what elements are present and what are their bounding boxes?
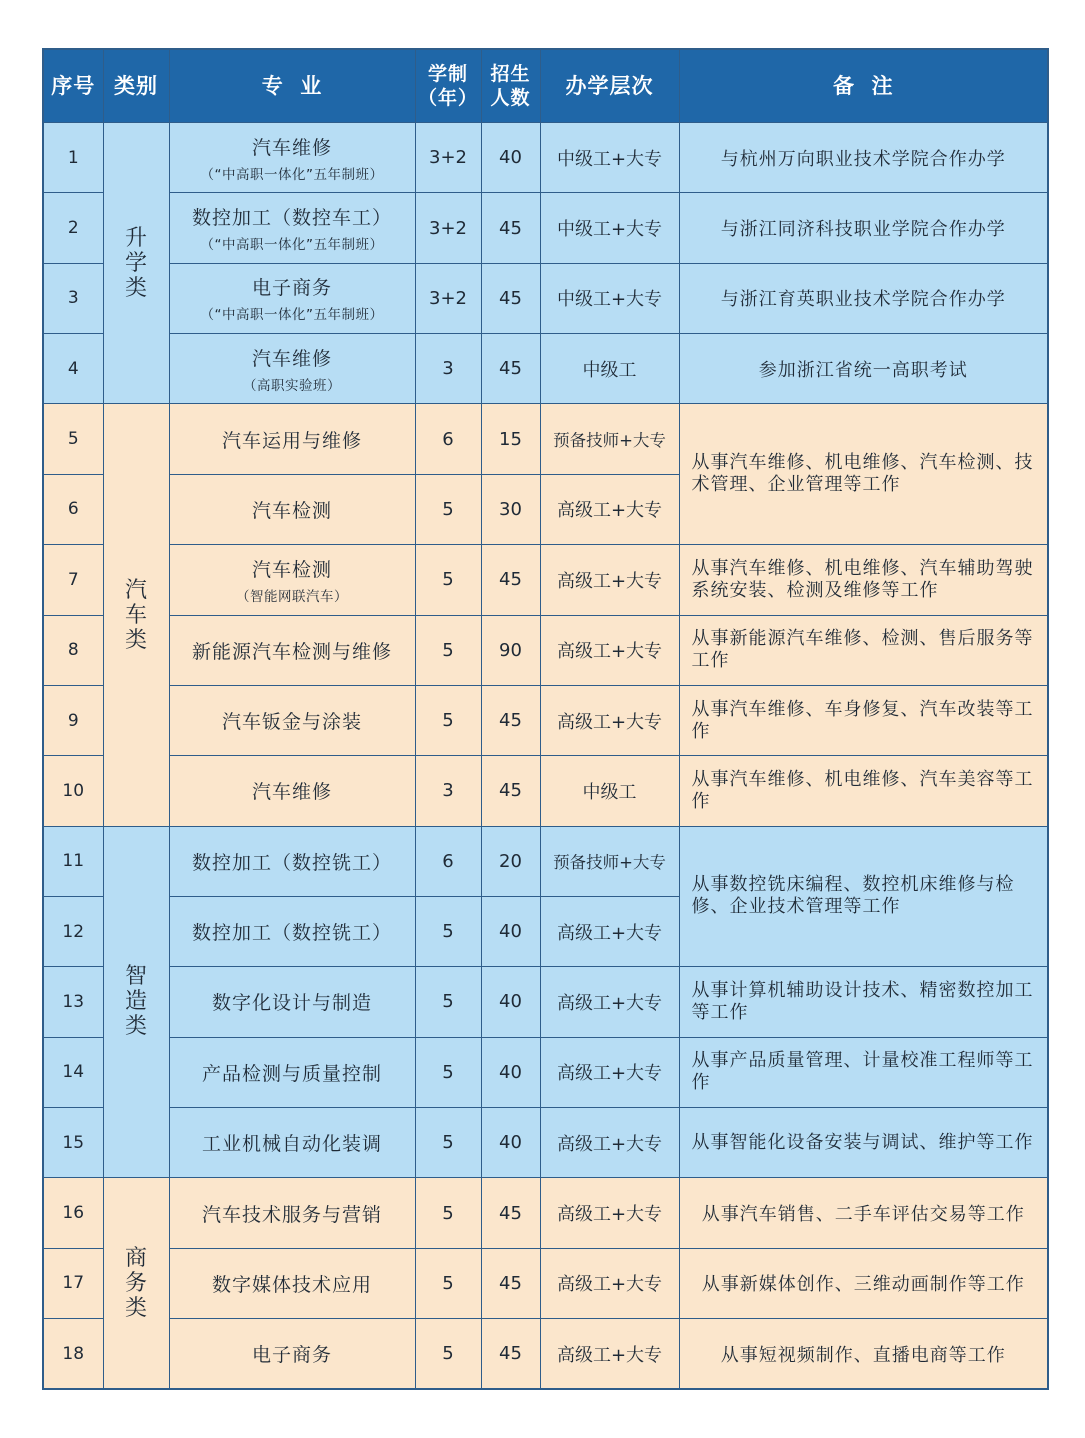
enroll-cell: 45 xyxy=(481,193,540,263)
major-cell xyxy=(169,896,415,966)
level-cell: 高级工+大专 xyxy=(540,1108,679,1178)
row-index: 5 xyxy=(43,404,103,474)
major-name: 新能源汽车检测与维修 xyxy=(191,640,392,663)
note-cell: 从事智能化设备安装与调试、维护等工作 xyxy=(679,1108,1048,1178)
table-row xyxy=(43,545,1048,615)
table-row xyxy=(43,1248,1048,1318)
table-body xyxy=(43,123,1048,1390)
enroll-cell: 40 xyxy=(481,1037,540,1107)
major-name: 产品检测与质量控制 xyxy=(201,1062,382,1085)
category-cell xyxy=(103,123,169,404)
level-cell: 预备技师+大专 xyxy=(540,826,679,896)
major-sub: （智能网联汽车） xyxy=(236,588,348,605)
enroll-cell: 30 xyxy=(481,474,540,544)
row-index: 13 xyxy=(43,967,103,1037)
level-cell: 高级工+大专 xyxy=(540,615,679,685)
table-row xyxy=(43,1178,1048,1248)
duration-cell: 5 xyxy=(415,1319,481,1389)
table-row xyxy=(43,615,1048,685)
category-label: 智造类 xyxy=(124,964,147,1040)
major-name: 数字化设计与制造 xyxy=(211,992,372,1015)
note-cell: 从事汽车维修、机电维修、汽车辅助驾驶系统安装、检测及维修等工作 xyxy=(679,545,1048,615)
duration-cell: 5 xyxy=(415,1108,481,1178)
major-cell xyxy=(169,685,415,755)
enroll-cell: 45 xyxy=(481,545,540,615)
header-index: 序号 xyxy=(43,49,103,123)
major-cell xyxy=(169,1178,415,1248)
level-cell: 中级工+大专 xyxy=(540,193,679,263)
table-row xyxy=(43,334,1048,404)
note-cell: 参加浙江省统一高职考试 xyxy=(679,334,1048,404)
level-cell: 中级工+大专 xyxy=(540,123,679,193)
major-name: 汽车钣金与涂装 xyxy=(221,711,362,734)
enroll-cell: 90 xyxy=(481,615,540,685)
category-label: 商务类 xyxy=(124,1245,147,1321)
major-name: 汽车技术服务与营销 xyxy=(201,1203,382,1226)
note-cell: 从事短视频制作、直播电商等工作 xyxy=(679,1319,1048,1389)
enroll-cell: 40 xyxy=(481,967,540,1037)
level-cell: 高级工+大专 xyxy=(540,685,679,755)
major-name: 汽车检测 xyxy=(251,558,332,581)
header-duration-line1: 学制 xyxy=(427,63,468,85)
major-cell xyxy=(169,756,415,826)
row-index: 16 xyxy=(43,1178,103,1248)
major-cell xyxy=(169,615,415,685)
row-index: 2 xyxy=(43,193,103,263)
table-row xyxy=(43,1319,1048,1389)
row-index: 4 xyxy=(43,334,103,404)
table-row xyxy=(43,967,1048,1037)
row-index: 11 xyxy=(43,826,103,896)
level-cell: 高级工+大专 xyxy=(540,1248,679,1318)
table-row xyxy=(43,193,1048,263)
row-index: 6 xyxy=(43,474,103,544)
header-major: 专 业 xyxy=(169,49,415,123)
duration-cell: 5 xyxy=(415,545,481,615)
row-index: 14 xyxy=(43,1037,103,1107)
table-row xyxy=(43,1108,1048,1178)
category-label: 汽车类 xyxy=(124,577,147,653)
header-duration-line2: （年） xyxy=(417,87,478,109)
enroll-cell: 40 xyxy=(481,896,540,966)
enroll-cell: 45 xyxy=(481,263,540,333)
major-cell xyxy=(169,1108,415,1178)
table-row xyxy=(43,123,1048,193)
level-cell: 高级工+大专 xyxy=(540,1178,679,1248)
major-name: 数控加工（数控铣工） xyxy=(191,922,392,945)
row-index: 8 xyxy=(43,615,103,685)
note-cell: 从事计算机辅助设计技术、精密数控加工等工作 xyxy=(679,967,1048,1037)
note-cell: 从事汽车销售、二手车评估交易等工作 xyxy=(679,1178,1048,1248)
major-name: 汽车检测 xyxy=(251,499,332,522)
note-cell: 从事新媒体创作、三维动画制作等工作 xyxy=(679,1248,1048,1318)
major-cell xyxy=(169,1319,415,1389)
enroll-cell: 15 xyxy=(481,404,540,474)
row-index: 18 xyxy=(43,1319,103,1389)
duration-cell: 3+2 xyxy=(415,123,481,193)
note-cell: 从事产品质量管理、计量校准工程师等工作 xyxy=(679,1037,1048,1107)
major-cell xyxy=(169,1248,415,1318)
enroll-cell: 45 xyxy=(481,756,540,826)
header-duration xyxy=(415,49,481,123)
level-cell: 高级工+大专 xyxy=(540,474,679,544)
major-name: 工业机械自动化装调 xyxy=(201,1133,382,1156)
major-name: 电子商务 xyxy=(251,277,332,300)
major-name: 汽车维修 xyxy=(251,347,332,370)
level-cell: 中级工 xyxy=(540,756,679,826)
major-cell xyxy=(169,967,415,1037)
major-cell xyxy=(169,404,415,474)
row-index: 17 xyxy=(43,1248,103,1318)
row-index: 3 xyxy=(43,263,103,333)
duration-cell: 3 xyxy=(415,334,481,404)
level-cell: 高级工+大专 xyxy=(540,967,679,1037)
major-sub: （“中高职一体化”五年制班） xyxy=(200,237,384,254)
table-row xyxy=(43,756,1048,826)
major-name: 数控加工（数控铣工） xyxy=(191,851,392,874)
major-name: 数控加工（数控车工） xyxy=(191,207,392,230)
row-index: 1 xyxy=(43,123,103,193)
level-cell: 中级工 xyxy=(540,334,679,404)
category-cell xyxy=(103,404,169,826)
duration-cell: 3+2 xyxy=(415,193,481,263)
duration-cell: 6 xyxy=(415,404,481,474)
row-index: 9 xyxy=(43,685,103,755)
major-cell xyxy=(169,193,415,263)
level-cell: 高级工+大专 xyxy=(540,1319,679,1389)
note-cell: 从事数控铣床编程、数控机床维修与检修、企业技术管理等工作 xyxy=(679,826,1048,967)
major-cell xyxy=(169,826,415,896)
major-name: 电子商务 xyxy=(251,1344,332,1367)
row-index: 10 xyxy=(43,756,103,826)
header-note: 备 注 xyxy=(679,49,1048,123)
table-row xyxy=(43,1037,1048,1107)
row-index: 15 xyxy=(43,1108,103,1178)
enroll-cell: 45 xyxy=(481,1248,540,1318)
category-cell xyxy=(103,1178,169,1389)
enroll-cell: 40 xyxy=(481,1108,540,1178)
enroll-cell: 45 xyxy=(481,1319,540,1389)
category-label: 升学类 xyxy=(124,225,147,301)
major-sub: （“中高职一体化”五年制班） xyxy=(200,166,384,183)
duration-cell: 3+2 xyxy=(415,263,481,333)
note-cell: 与杭州万向职业技术学院合作办学 xyxy=(679,123,1048,193)
table-row xyxy=(43,685,1048,755)
enroll-cell: 45 xyxy=(481,685,540,755)
duration-cell: 5 xyxy=(415,615,481,685)
table-row xyxy=(43,263,1048,333)
enroll-cell: 40 xyxy=(481,123,540,193)
duration-cell: 5 xyxy=(415,1248,481,1318)
duration-cell: 5 xyxy=(415,896,481,966)
duration-cell: 5 xyxy=(415,967,481,1037)
enroll-cell: 45 xyxy=(481,334,540,404)
enroll-cell: 45 xyxy=(481,1178,540,1248)
duration-cell: 5 xyxy=(415,474,481,544)
category-cell xyxy=(103,826,169,1178)
major-sub: （高职实验班） xyxy=(243,377,341,394)
row-index: 7 xyxy=(43,545,103,615)
duration-cell: 5 xyxy=(415,1178,481,1248)
note-cell: 从事汽车维修、机电维修、汽车美容等工作 xyxy=(679,756,1048,826)
header-enroll xyxy=(481,49,540,123)
note-cell: 从事汽车维修、机电维修、汽车检测、技术管理、企业管理等工作 xyxy=(679,404,1048,545)
major-sub: （“中高职一体化”五年制班） xyxy=(200,307,384,324)
major-cell xyxy=(169,263,415,333)
note-cell: 从事汽车维修、车身修复、汽车改装等工作 xyxy=(679,685,1048,755)
major-cell xyxy=(169,474,415,544)
duration-cell: 3 xyxy=(415,756,481,826)
note-cell: 从事新能源汽车维修、检测、售后服务等工作 xyxy=(679,615,1048,685)
header-enroll-line1: 招生 xyxy=(490,63,531,85)
duration-cell: 5 xyxy=(415,685,481,755)
header-category: 类别 xyxy=(103,49,169,123)
header-level: 办学层次 xyxy=(540,49,679,123)
major-name: 汽车维修 xyxy=(251,136,332,159)
table-header xyxy=(43,49,1048,123)
major-name: 汽车维修 xyxy=(251,781,332,804)
major-cell xyxy=(169,334,415,404)
level-cell: 高级工+大专 xyxy=(540,545,679,615)
note-cell: 与浙江育英职业技术学院合作办学 xyxy=(679,263,1048,333)
header-enroll-line2: 人数 xyxy=(490,87,531,109)
row-index: 12 xyxy=(43,896,103,966)
major-name: 汽车运用与维修 xyxy=(221,429,362,452)
major-name: 数字媒体技术应用 xyxy=(211,1273,372,1296)
major-cell xyxy=(169,123,415,193)
major-cell xyxy=(169,545,415,615)
major-cell xyxy=(169,1037,415,1107)
level-cell: 高级工+大专 xyxy=(540,1037,679,1107)
duration-cell: 6 xyxy=(415,826,481,896)
enroll-cell: 20 xyxy=(481,826,540,896)
level-cell: 中级工+大专 xyxy=(540,263,679,333)
level-cell: 高级工+大专 xyxy=(540,896,679,966)
level-cell: 预备技师+大专 xyxy=(540,404,679,474)
table-row xyxy=(43,826,1048,896)
table-row xyxy=(43,404,1048,474)
admissions-table xyxy=(42,48,1049,1390)
note-cell: 与浙江同济科技职业学院合作办学 xyxy=(679,193,1048,263)
duration-cell: 5 xyxy=(415,1037,481,1107)
